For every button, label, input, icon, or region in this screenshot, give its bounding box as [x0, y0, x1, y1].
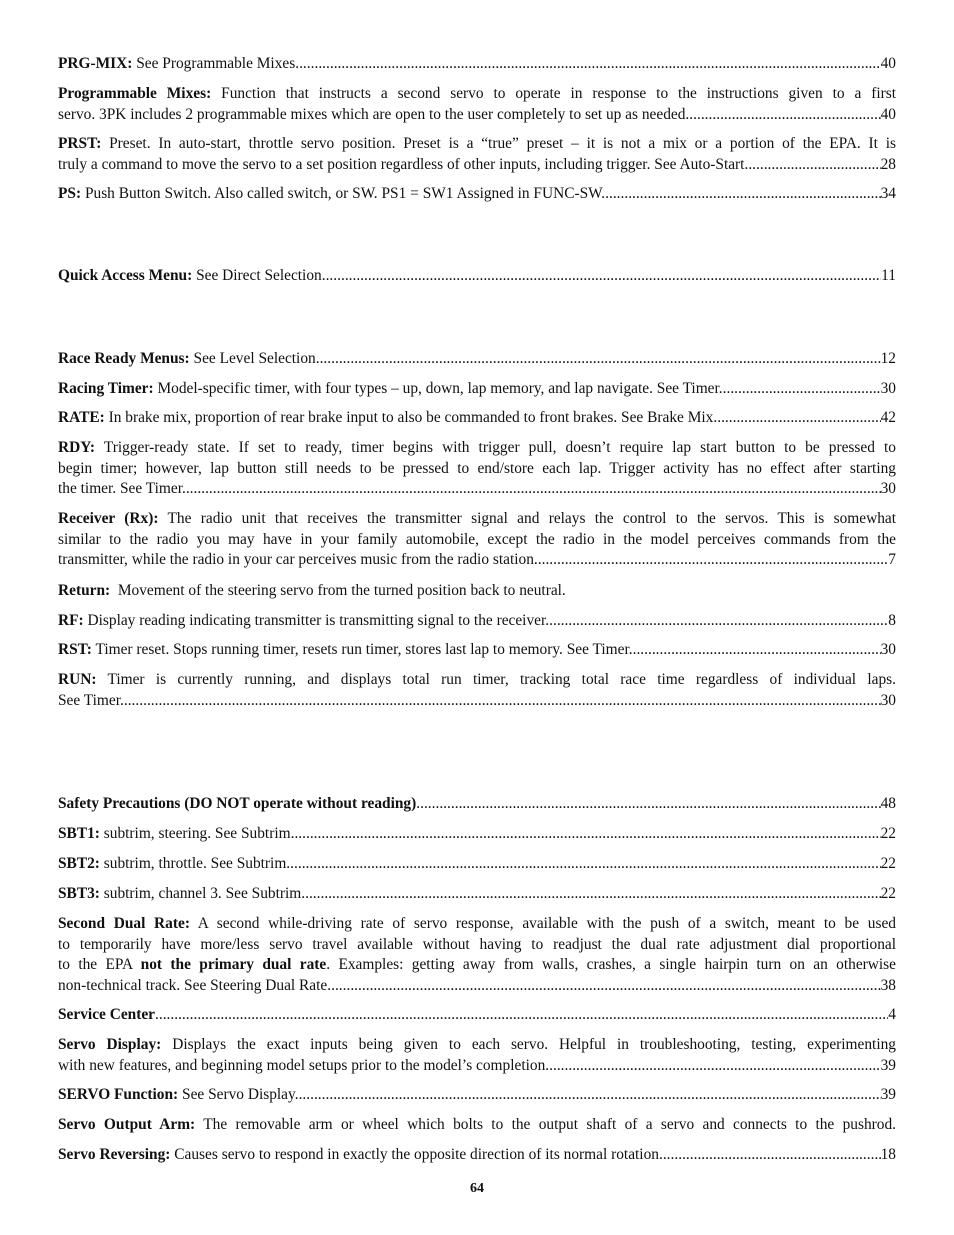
glossary-term: Programmable Mixes:	[58, 85, 212, 102]
dot-leader	[186, 479, 881, 500]
page-reference: 4	[888, 1006, 896, 1023]
glossary-entry-receiver	[58, 509, 896, 571]
page-reference: 22	[880, 855, 896, 872]
dot-leader	[538, 550, 889, 571]
dot-leader	[748, 155, 880, 176]
dot-leader	[299, 1085, 881, 1106]
glossary-term: Servo Reversing:	[58, 1146, 171, 1163]
glossary-entry-prg-mix	[58, 54, 896, 75]
glossary-definition: In brake mix, proportion of rear brake input to also be commanded to front brakes. See Brake Mix.	[104, 409, 718, 426]
glossary-term: SBT2:	[58, 855, 100, 872]
page-reference: 48	[880, 795, 896, 812]
glossary-definition: The removable arm or wheel which bolts to the output shaft of a servo and connects to the pushrod.	[195, 1116, 896, 1133]
glossary-definition: subtrim, throttle. See Subtrim.	[99, 855, 291, 872]
glossary-entry-prst	[58, 134, 896, 175]
glossary-entry-sbt2	[58, 854, 896, 875]
page-reference: 12	[880, 350, 896, 367]
glossary-entry-servo-display	[58, 1035, 896, 1076]
page-reference: 34	[880, 185, 896, 202]
glossary-definition: See Timer.	[58, 691, 124, 709]
page-reference: 28	[880, 155, 896, 173]
glossary-term: RUN:	[58, 671, 97, 688]
dot-leader	[717, 408, 880, 429]
glossary-term: PRG-MIX:	[58, 55, 133, 72]
dot-leader	[633, 640, 881, 661]
glossary-term: Return:	[58, 582, 111, 599]
glossary-term: Racing Timer:	[58, 380, 154, 397]
page-reference: 22	[880, 885, 896, 902]
glossary-definition: non-technical track. See Steering Dual Rate.	[58, 977, 332, 995]
glossary-term: Race Ready Menus:	[58, 350, 190, 367]
glossary-entry-sbt1	[58, 824, 896, 845]
glossary-entry-programmable-mixes	[58, 84, 896, 125]
glossary-definition: with new features, and beginning model setups prior to the model’s completion.	[58, 1056, 550, 1074]
page-reference: 11	[881, 267, 896, 284]
page-reference: 40	[880, 55, 896, 72]
dot-leader	[689, 105, 880, 126]
glossary-entry-run	[58, 670, 896, 711]
glossary-definition: Movement of the steering servo from the turned position back to neutral.	[110, 582, 566, 599]
dot-leader	[290, 854, 880, 875]
page-reference: 30	[880, 641, 896, 658]
glossary-definition: Push Button Switch. Also called switch, or SW. PS1 = SW1 Assigned in FUNC-SW.	[81, 185, 606, 202]
glossary-definition: transmitter, while the radio in your car perceives music from the radio station.	[58, 551, 538, 569]
dot-leader	[416, 794, 880, 815]
glossary-term: Service Center	[58, 1006, 155, 1023]
glossary-entry-second-dual-rate	[58, 914, 896, 997]
glossary-definition: subtrim, channel 3. See Subtrim.	[99, 885, 306, 902]
glossary-entry-rate	[58, 408, 896, 429]
glossary-entry-rf	[58, 611, 896, 632]
glossary-term: Quick Access Menu:	[58, 267, 193, 284]
dot-leader	[326, 266, 882, 287]
glossary-entry-quick-access-menu	[58, 266, 896, 287]
emphasis-text: not the primary dual rate	[140, 956, 327, 974]
glossary-term: PS:	[58, 185, 82, 202]
glossary-definition: truly a command to move the servo to a set position regardless of other inputs, including trigger. See Auto-Start.	[58, 155, 749, 173]
dot-leader	[331, 976, 881, 997]
glossary-entry-safety-precautions	[58, 794, 896, 815]
dot-leader	[320, 349, 881, 370]
glossary-term: RST:	[58, 641, 92, 658]
page-reference: 22	[880, 825, 896, 842]
page-reference: 30	[880, 691, 896, 709]
glossary-definition: Causes servo to respond in exactly the opposite direction of its normal rotation.	[170, 1146, 663, 1163]
page-reference: 39	[880, 1086, 896, 1103]
glossary-entry-ps	[58, 184, 896, 205]
dot-leader	[549, 1056, 880, 1077]
glossary-definition: See Programmable Mixes	[132, 55, 296, 72]
dot-leader	[663, 1145, 881, 1166]
glossary-term: SERVO Function:	[58, 1086, 179, 1103]
glossary-definition: begin timer; however, lap button still needs to be pressed to end/store each lap. Trigger activity has no effect after starting	[58, 459, 896, 477]
glossary-entry-return	[58, 581, 896, 602]
glossary-definition: similar to the radio you may have in your family automobile, except the radio in the model perceives commands from the	[58, 530, 896, 548]
dot-leader	[295, 54, 880, 75]
glossary-entry-servo-output-arm	[58, 1115, 896, 1136]
glossary-entry-servo-function	[58, 1085, 896, 1106]
glossary-definition: Display reading indicating transmitter is transmitting signal to the receiver.	[83, 612, 550, 629]
page-number: 64	[470, 1181, 484, 1196]
glossary-entry-servo-reversing	[58, 1145, 896, 1166]
glossary-definition: Timer reset. Stops running timer, resets run timer, stores last lap to memory. See Timer.	[91, 641, 633, 658]
glossary-definition: to the EPA	[58, 956, 141, 974]
page-reference: 30	[880, 480, 896, 498]
glossary-term: Servo Output Arm:	[58, 1116, 196, 1133]
glossary-definition: See Direct Selection.	[192, 267, 326, 284]
glossary-definition: See Level Selection.	[189, 350, 320, 367]
glossary-entry-service-center	[58, 1005, 896, 1026]
glossary-term: RF:	[58, 612, 84, 629]
glossary-definition: servo. 3PK includes 2 programmable mixes which are open to the user completely to set up as needed.	[58, 105, 690, 123]
glossary-definition: subtrim, steering. See Subtrim.	[99, 825, 295, 842]
glossary-definition: . Examples: getting away from walls, crashes, a single hairpin turn on an otherwise	[326, 956, 896, 974]
page-reference: 40	[880, 105, 896, 123]
page-reference: 8	[888, 612, 896, 629]
glossary-entry-racing-timer	[58, 379, 896, 400]
glossary-entry-race-ready-menus	[58, 349, 896, 370]
glossary-definition: Model-specific timer, with four types – up, down, lap memory, and lap navigate. See Timer.	[153, 380, 723, 397]
dot-leader	[124, 691, 881, 712]
glossary-entry-rst	[58, 640, 896, 661]
glossary-definition: See Servo Display.	[178, 1086, 299, 1103]
glossary-term: SBT1:	[58, 825, 100, 842]
glossary-term: RDY:	[58, 439, 96, 456]
glossary-entry-rdy	[58, 438, 896, 500]
glossary-definition: Preset. In auto-start, throttle servo position. Preset is a “true” preset – it is not a mix or a portion of the EPA. It is	[101, 135, 896, 152]
page-reference: 38	[880, 977, 896, 995]
page-reference: 30	[880, 380, 896, 397]
page-reference: 39	[880, 1056, 896, 1074]
glossary-entry-sbt3	[58, 884, 896, 905]
glossary-definition: The radio unit that receives the transmitter signal and relays the control to the servos. This is somewhat	[158, 510, 896, 527]
page-reference: 18	[880, 1146, 896, 1163]
dot-leader	[605, 184, 880, 205]
dot-leader	[549, 611, 888, 632]
glossary-definition: Displays the exact inputs being given to each servo. Helpful in troubleshooting, testing, experimenting	[161, 1036, 896, 1053]
dot-leader	[294, 824, 880, 845]
glossary-definition: to temporarily have more/less servo travel available without having to readjust the dual rate adjustment dial proportional	[58, 935, 896, 953]
glossary-term: PRST:	[58, 135, 102, 152]
glossary-definition: Timer is currently running, and displays total run timer, tracking total race time regardless of individual laps.	[96, 671, 896, 688]
dot-leader	[155, 1005, 888, 1026]
dot-leader	[305, 884, 881, 905]
glossary-definition: Function that instructs a second servo to operate in response to the instructions given to a first	[211, 85, 896, 102]
glossary-term: Receiver (Rx):	[58, 510, 159, 527]
glossary-definition: the timer. See Timer.	[58, 480, 186, 498]
glossary-term: Safety Precautions (DO NOT operate without reading)	[58, 795, 417, 812]
page-reference: 7	[888, 551, 896, 569]
page-reference: 42	[880, 409, 896, 426]
glossary-term: Second Dual Rate:	[58, 915, 190, 932]
glossary-definition: A second while-driving rate of servo response, available with the push of a switch, meant to be used	[189, 915, 896, 932]
glossary-definition: Trigger-ready state. If set to ready, timer begins with trigger pull, doesn’t require lap start button to be pressed to	[95, 439, 896, 456]
dot-leader	[723, 379, 881, 400]
glossary-term: SBT3:	[58, 885, 100, 902]
glossary-term: Servo Display:	[58, 1036, 162, 1053]
glossary-term: RATE:	[58, 409, 105, 426]
